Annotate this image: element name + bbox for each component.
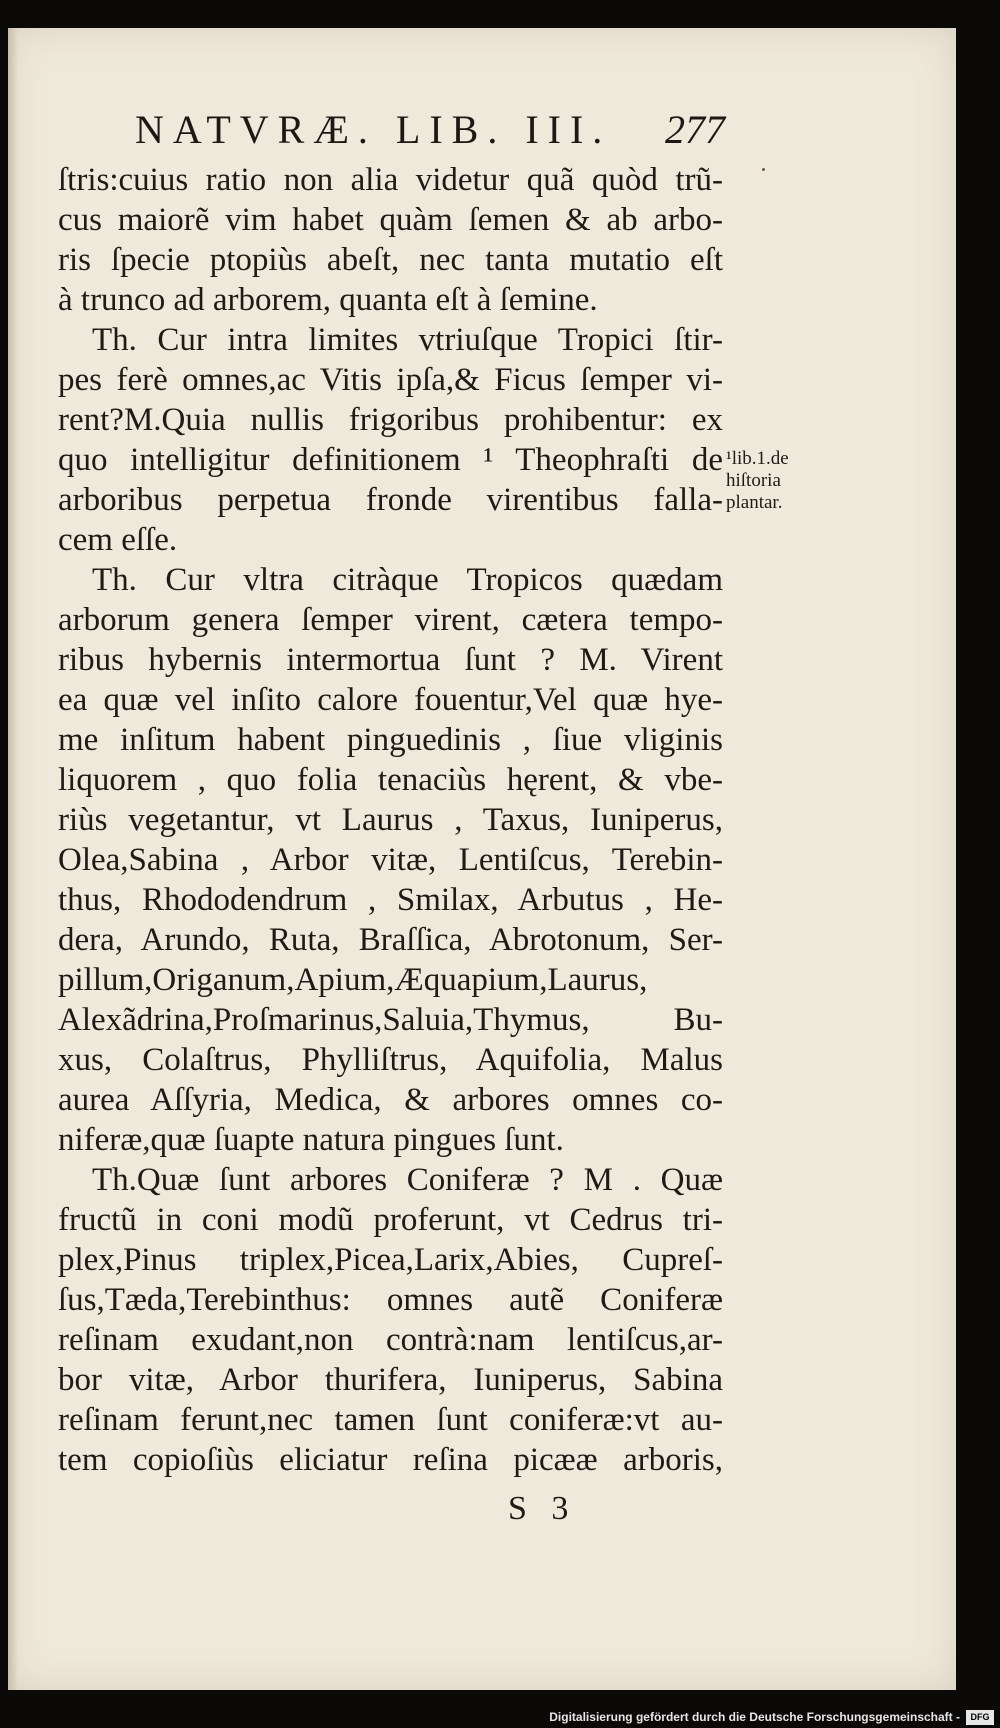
text-line: Olea,Sabina , Arbor vitæ, Lentiſcus, Terebin-: [58, 842, 723, 878]
page-number: 277: [665, 107, 725, 152]
marginal-note-line: plantar.: [726, 492, 783, 513]
running-title: NATVRÆ. LIB. III.: [135, 107, 612, 152]
text-line: cem eſſe.: [58, 522, 178, 558]
text-line: arboribus perpetua fronde virentibus falla-: [58, 482, 723, 518]
text-line: plex,Pinus triplex,Picea,Larix,Abies, Cupreſ-: [58, 1242, 723, 1278]
text-line: bor vitæ, Arbor thurifera, Iuniperus, Sabina: [58, 1362, 723, 1398]
text-line: à trunco ad arborem, quanta eſt à ſemine.: [58, 282, 598, 318]
text-line: Alexãdrina,Proſmarinus,Saluia,Thymus, Bu-: [58, 1002, 723, 1038]
text-line: reſinam ferunt,nec tamen ſunt coniferæ:vt au-: [58, 1402, 723, 1438]
text-line: ris ſpecie ptopiùs abeſt, nec tanta mutatio eſt: [58, 242, 723, 278]
text-line: pillum,Origanum,Apium,Æquapium,Laurus,: [58, 962, 648, 998]
text-line: xus, Colaſtrus, Phylliſtrus, Aquifolia, Malus: [58, 1042, 723, 1078]
text-line: niferæ,quæ ſuapte natura pingues ſunt.: [58, 1122, 564, 1158]
text-line: Th.Quæ ſunt arbores Coniferæ ? M . Quæ: [92, 1162, 723, 1198]
text-line: dera, Arundo, Ruta, Braſſica, Abrotonum, Ser-: [58, 922, 723, 958]
text-line: rent?M.Quia nullis frigoribus prohibentur: ex: [58, 402, 723, 438]
text-line: quo intelligitur definitionem ¹ Theophraſti de: [58, 442, 723, 478]
text-line: me inſitum habent pinguedinis , ſiue vliginis: [58, 722, 723, 758]
body-text: [58, 160, 723, 1480]
paper-speck: [762, 168, 765, 171]
text-line: arborum genera ſemper virent, cætera tempo-: [58, 602, 723, 638]
text-line: aurea Aſſyria, Medica, & arbores omnes co-: [58, 1082, 723, 1118]
text-line: riùs vegetantur, vt Laurus , Taxus, Iuniperus,: [58, 802, 723, 838]
marginal-note-line: ¹lib.1.de: [726, 448, 789, 469]
signature-mark: S 3: [508, 1490, 577, 1527]
page-header: [135, 106, 725, 156]
text-line: ſtris:cuius ratio non alia videtur quã quòd trũ-: [58, 162, 723, 198]
text-line: ſus,Tæda,Terebinthus: omnes autẽ Coniferæ: [58, 1282, 723, 1318]
text-line: fructũ in coni modũ proferunt, vt Cedrus tri-: [58, 1202, 723, 1238]
text-line: cus maiorẽ vim habet quàm ſemen & ab arbo-: [58, 202, 723, 238]
text-line: reſinam exudant,non contrà:nam lentiſcus,ar-: [58, 1322, 723, 1358]
text-line: ribus hybernis intermortua ſunt ? M. Virent: [58, 642, 723, 678]
text-line: ea quæ vel inſito calore fouentur,Vel quæ hye-: [58, 682, 723, 718]
text-line: pes ferè omnes,ac Vitis ipſa,& Ficus ſemper vi-: [58, 362, 723, 398]
text-line: liquorem , quo folia tenaciùs hęrent, & vbe-: [58, 762, 723, 798]
text-line: tem copioſiùs eliciatur reſina picææ arboris,: [58, 1442, 723, 1478]
page-gutter-shadow: [8, 28, 18, 1690]
dfg-logo: DFG: [966, 1710, 994, 1725]
text-line: Th. Cur intra limites vtriuſque Tropici ſtir-: [92, 322, 723, 358]
digitization-credit: Digitalisierung gefördert durch die Deutsche Forschungsgemeinschaft -: [549, 1710, 960, 1724]
text-line: Th. Cur vltra citràque Tropicos quædam: [92, 562, 723, 598]
marginal-note-line: hiſtoria: [726, 470, 781, 491]
text-line: thus, Rhododendrum , Smilax, Arbutus , He-: [58, 882, 723, 918]
marginal-note: [726, 448, 826, 514]
